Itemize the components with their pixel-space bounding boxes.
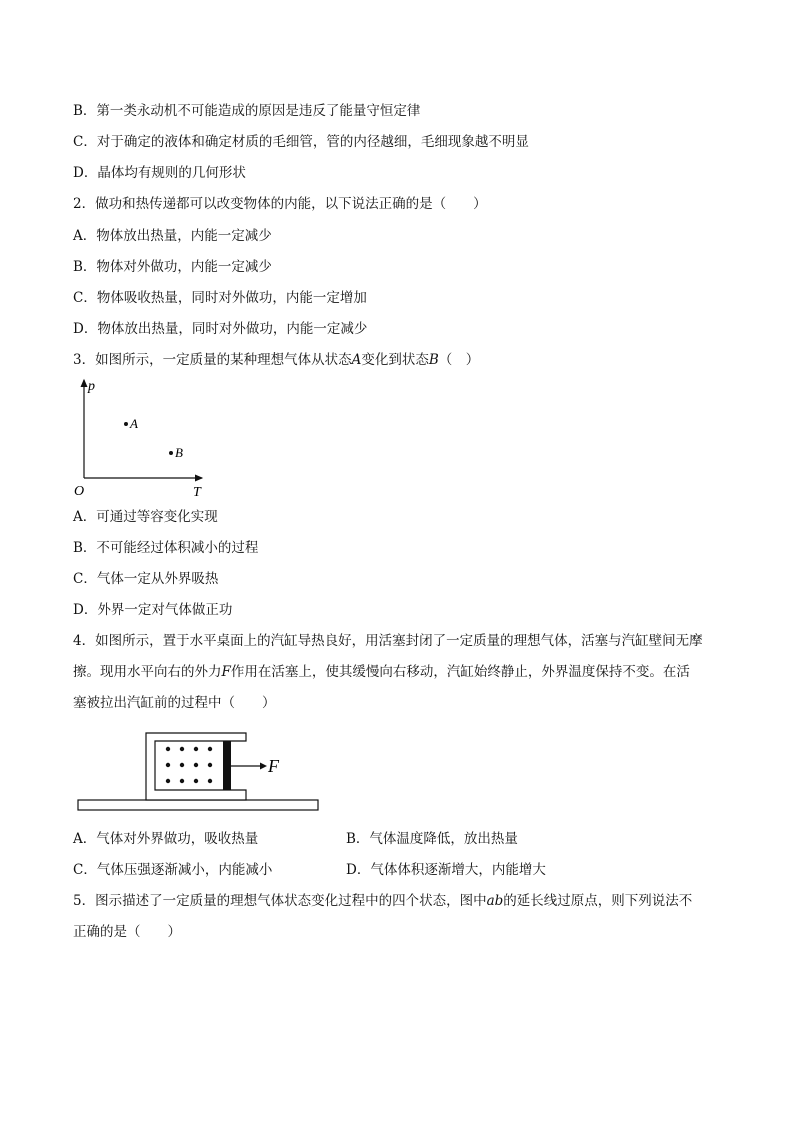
q4-option-b: B．气体温度降低，放出热量: [346, 831, 518, 847]
q1-option-b: B．第一类永动机不可能造成的原因是违反了能量守恒定律: [73, 103, 421, 119]
q4-option-d: D．气体体积逐渐增大，内能增大: [346, 862, 546, 878]
q3-stem: [73, 350, 479, 370]
q4-stem-line3: 塞被拉出汽缸前的过程中（ ）: [73, 695, 276, 711]
q3-pt-graph: [66, 372, 216, 502]
q4-cylinder-figure: [76, 728, 324, 816]
q4-option-c: C．气体压强逐渐减小，内能减小: [73, 862, 273, 878]
q3-point-a: [124, 422, 128, 426]
q1-option-c: C．对于确定的液体和确定材质的毛细管，管的内径越细，毛细现象越不明显: [73, 134, 529, 150]
q4-force-arrowhead: [260, 763, 267, 770]
q4-table: [78, 800, 318, 810]
q4-stem-line1: 4．如图所示，置于水平桌面上的汽缸导热良好，用活塞封闭了一定质量的理想气体，活塞与汽缸壁间无摩: [73, 633, 703, 649]
q1-option-d: D．晶体均有规则的几何形状: [73, 165, 246, 181]
q4-piston: [223, 741, 231, 790]
q3-state-b: B: [428, 352, 439, 368]
q4-stem-line2: [73, 662, 690, 682]
q5-stem-1a: 5．图示描述了一定质量的理想气体状态变化过程中的四个状态，图中: [73, 893, 487, 909]
q4-stem-2a: 擦。现用水平向右的外力: [73, 664, 222, 680]
q3-stem-pre: 3．如图所示，一定质量的某种理想气体从状态: [73, 352, 352, 368]
q4-force-symbol: F: [221, 664, 231, 680]
q3-y-axis-label: p: [88, 379, 95, 394]
q2-option-c: C．物体吸收热量，同时对外做功，内能一定增加: [73, 290, 367, 306]
q4-figure-force-label: F: [268, 756, 279, 776]
q3-stem-post: （ ）: [438, 352, 480, 368]
q3-point-b-label: B: [175, 445, 183, 460]
q3-state-a: A: [351, 352, 362, 368]
q3-origin-label: O: [74, 484, 85, 499]
q2-option-b: B．物体对外做功，内能一定减少: [73, 259, 272, 275]
q3-point-b: [169, 451, 173, 455]
q5-stem-line1: [73, 891, 692, 911]
q4-gas-molecules: [166, 747, 212, 783]
q2-stem: 2．做功和热传递都可以改变物体的内能，以下说法正确的是（ ）: [73, 196, 487, 212]
q3-option-b: B．不可能经过体积减小的过程: [73, 540, 259, 556]
q2-option-a: A．物体放出热量，内能一定减少: [73, 228, 272, 244]
q3-option-d: D．外界一定对气体做正功: [73, 602, 233, 618]
q4-stem-2b: 作用在活塞上，使其缓慢向右移动，汽缸始终静止，外界温度保持不变。在活: [230, 664, 690, 680]
q5-stem-line2: 正确的是（ ）: [73, 924, 181, 940]
q3-x-axis-label: T: [193, 485, 201, 500]
q3-stem-mid: 变化到状态: [361, 352, 429, 368]
q4-option-a: A．气体对外界做功，吸收热量: [73, 831, 259, 847]
q5-stem-1b: 的延长线过原点，则下列说法不: [503, 893, 693, 909]
q3-option-a: A．可通过等容变化实现: [73, 509, 218, 525]
q5-ab-symbol: ab: [486, 893, 504, 909]
q3-option-c: C．气体一定从外界吸热: [73, 571, 219, 587]
q2-option-d: D．物体放出热量，同时对外做功，内能一定减少: [73, 321, 368, 337]
q3-point-a-label: A: [130, 416, 138, 431]
